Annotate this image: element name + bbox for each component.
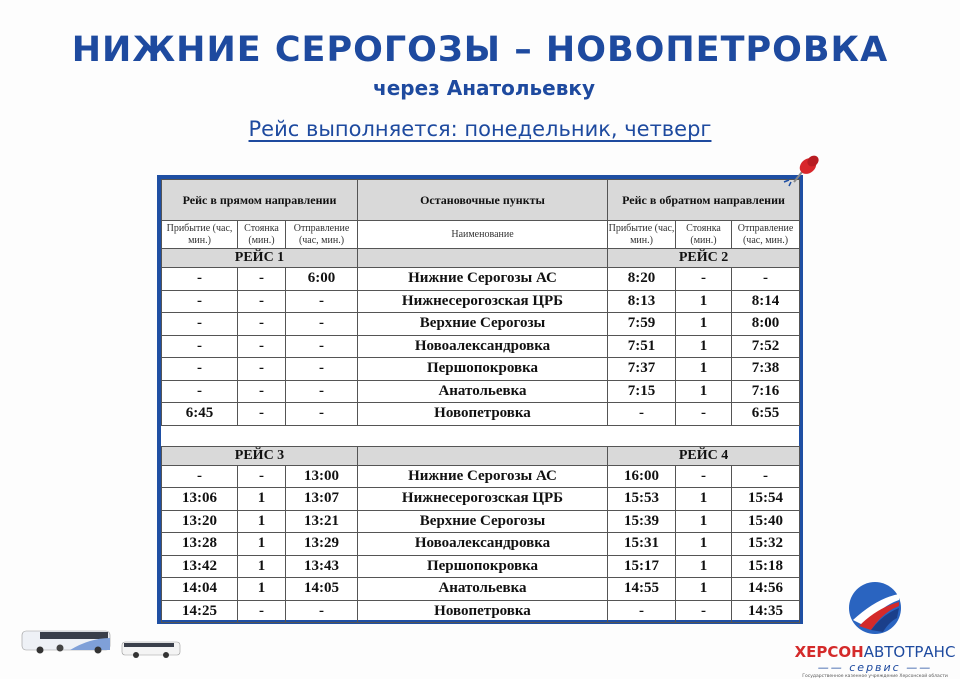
table-row (162, 510, 800, 533)
schedule-days-text: Рейс выполняется: понедельник, четверг (248, 117, 712, 141)
return-arrival-cell: 15:53 (608, 488, 676, 511)
forward-departure-cell: 14:05 (286, 578, 358, 601)
return-departure-header: Отправление (час, мин.) (732, 221, 800, 249)
stop-name-cell: Нижнесерогозская ЦРБ (358, 488, 608, 511)
forward-direction-header: Рейс в прямом направлении (162, 180, 358, 221)
bus-icon (20, 628, 112, 656)
return-stay-cell: 1 (676, 510, 732, 533)
return-departure-cell: 8:14 (732, 290, 800, 313)
stop-name-cell: Нижние Серогозы АС (358, 465, 608, 488)
forward-departure-cell: - (286, 403, 358, 426)
forward-stay-cell: 1 (238, 578, 286, 601)
return-arrival-cell: - (608, 600, 676, 623)
forward-stay-cell: 1 (238, 555, 286, 578)
forward-arrival-cell: 13:42 (162, 555, 238, 578)
return-departure-cell: - (732, 465, 800, 488)
stop-name-cell: Новоалександровка (358, 335, 608, 358)
table-row (162, 358, 800, 381)
forward-stay-cell: - (238, 600, 286, 623)
table-row (162, 465, 800, 488)
return-stay-cell: - (676, 465, 732, 488)
table-row (162, 380, 800, 403)
return-departure-cell: 7:16 (732, 380, 800, 403)
table-row (162, 600, 800, 623)
forward-departure-header: Отправление (час, мин.) (286, 221, 358, 249)
stop-name-cell: Нижнесерогозская ЦРБ (358, 290, 608, 313)
forward-stay-cell: - (238, 358, 286, 381)
forward-stay-cell: 1 (238, 488, 286, 511)
return-arrival-cell: 7:37 (608, 358, 676, 381)
forward-stay-cell: - (238, 313, 286, 336)
return-trip-label: РЕЙС 4 (608, 446, 800, 465)
timetable (157, 175, 803, 624)
forward-arrival-cell: - (162, 313, 238, 336)
forward-arrival-header: Прибытие (час, мин.) (162, 221, 238, 249)
return-stay-cell: 1 (676, 313, 732, 336)
return-arrival-cell: 8:13 (608, 290, 676, 313)
return-stay-cell: - (676, 403, 732, 426)
return-arrival-cell: - (608, 403, 676, 426)
forward-departure-cell: 6:00 (286, 268, 358, 291)
bus-icon (120, 640, 182, 660)
forward-arrival-cell: - (162, 268, 238, 291)
stop-name-cell: Верхние Серогозы (358, 313, 608, 336)
return-departure-cell: - (732, 268, 800, 291)
route-via: через Анатольевку (372, 76, 595, 100)
return-departure-cell: 15:54 (732, 488, 800, 511)
return-departure-cell: 7:52 (732, 335, 800, 358)
return-departure-cell: 8:00 (732, 313, 800, 336)
return-stay-cell: 1 (676, 290, 732, 313)
return-arrival-cell: 15:31 (608, 533, 676, 556)
trip-label-row (162, 249, 800, 268)
pushpin-icon (780, 152, 824, 192)
return-arrival-cell: 15:39 (608, 510, 676, 533)
forward-stay-cell: - (238, 290, 286, 313)
forward-stay-header: Стоянка (мин.) (238, 221, 286, 249)
return-departure-cell: 15:40 (732, 510, 800, 533)
table-row (162, 403, 800, 426)
table-row (162, 488, 800, 511)
forward-arrival-cell: - (162, 290, 238, 313)
stop-name-cell: Новоалександровка (358, 533, 608, 556)
return-arrival-header: Прибытие (час, мин.) (608, 221, 676, 249)
group-separator-row (162, 425, 800, 446)
forward-trip-label: РЕЙС 3 (162, 446, 358, 465)
stop-name-cell: Першопокровка (358, 555, 608, 578)
forward-stay-cell: - (238, 268, 286, 291)
stop-name-cell: Новопетровка (358, 403, 608, 426)
trip-label-row (162, 446, 800, 465)
timetable-table (161, 179, 800, 623)
forward-arrival-cell: 13:28 (162, 533, 238, 556)
logo-tagline-text: сервис (849, 661, 901, 674)
return-departure-cell: 14:35 (732, 600, 800, 623)
forward-arrival-cell: - (162, 380, 238, 403)
forward-arrival-cell: 13:06 (162, 488, 238, 511)
table-row (162, 335, 800, 358)
forward-stay-cell: 1 (238, 533, 286, 556)
return-stay-cell: 1 (676, 578, 732, 601)
forward-arrival-cell: - (162, 335, 238, 358)
separator-cell (162, 425, 800, 446)
schedule-days (0, 117, 960, 141)
forward-arrival-cell: - (162, 465, 238, 488)
logo-fine-print: Государственное казенное учреждение Херсонской области (802, 674, 948, 679)
forward-departure-cell: - (286, 335, 358, 358)
company-logo (790, 580, 960, 679)
return-stay-cell: 1 (676, 533, 732, 556)
return-trip-label: РЕЙС 2 (608, 249, 800, 268)
return-departure-cell: 6:55 (732, 403, 800, 426)
logo-name (790, 643, 960, 661)
logo-tagline: —— сервис —— (817, 661, 933, 674)
table-row (162, 555, 800, 578)
return-stay-header: Стоянка (мин.) (676, 221, 732, 249)
return-arrival-cell: 16:00 (608, 465, 676, 488)
forward-departure-cell: - (286, 290, 358, 313)
road-logo-icon (847, 580, 903, 636)
table-row (162, 533, 800, 556)
stops-header: Остановочные пункты (358, 180, 608, 221)
trip-label-spacer (358, 249, 608, 268)
stop-name-cell: Анатольевка (358, 578, 608, 601)
return-departure-cell: 7:38 (732, 358, 800, 381)
stop-name-header: Наименование (358, 221, 608, 249)
table-row (162, 578, 800, 601)
table-row (162, 290, 800, 313)
return-departure-cell: 14:56 (732, 578, 800, 601)
forward-stay-cell: 1 (238, 510, 286, 533)
forward-stay-cell: - (238, 465, 286, 488)
forward-arrival-cell: - (162, 358, 238, 381)
return-stay-cell: 1 (676, 335, 732, 358)
return-arrival-cell: 7:15 (608, 380, 676, 403)
forward-stay-cell: - (238, 380, 286, 403)
stop-name-cell: Нижние Серогозы АС (358, 268, 608, 291)
forward-arrival-cell: 6:45 (162, 403, 238, 426)
stop-name-cell: Верхние Серогозы (358, 510, 608, 533)
return-stay-cell: - (676, 600, 732, 623)
return-departure-cell: 15:32 (732, 533, 800, 556)
return-arrival-cell: 14:55 (608, 578, 676, 601)
page-title: НИЖНИЕ СЕРОГОЗЫ – НОВОПЕТРОВКА (71, 30, 889, 70)
header-row (162, 180, 800, 221)
table-row (162, 313, 800, 336)
forward-departure-cell: 13:29 (286, 533, 358, 556)
forward-departure-cell: 13:00 (286, 465, 358, 488)
stop-name-cell: Новопетровка (358, 600, 608, 623)
stop-name-cell: Першопокровка (358, 358, 608, 381)
logo-name-blue: АВТОТРАНС (863, 643, 956, 661)
forward-departure-cell: 13:21 (286, 510, 358, 533)
return-stay-cell: 1 (676, 488, 732, 511)
return-stay-cell: 1 (676, 380, 732, 403)
forward-trip-label: РЕЙС 1 (162, 249, 358, 268)
return-arrival-cell: 8:20 (608, 268, 676, 291)
forward-stay-cell: - (238, 335, 286, 358)
forward-departure-cell: 13:07 (286, 488, 358, 511)
trip-label-spacer (358, 446, 608, 465)
return-direction-header: Рейс в обратном направлении (608, 180, 800, 221)
return-stay-cell: 1 (676, 555, 732, 578)
forward-arrival-cell: 14:04 (162, 578, 238, 601)
forward-stay-cell: - (238, 403, 286, 426)
forward-departure-cell: - (286, 600, 358, 623)
logo-name-red: ХЕРСОН (794, 643, 864, 661)
return-stay-cell: - (676, 268, 732, 291)
forward-arrival-cell: 13:20 (162, 510, 238, 533)
return-arrival-cell: 7:51 (608, 335, 676, 358)
forward-departure-cell: - (286, 313, 358, 336)
table-row (162, 268, 800, 291)
return-arrival-cell: 7:59 (608, 313, 676, 336)
forward-departure-cell: 13:43 (286, 555, 358, 578)
forward-departure-cell: - (286, 358, 358, 381)
subheader-row (162, 221, 800, 249)
forward-arrival-cell: 14:25 (162, 600, 238, 623)
forward-departure-cell: - (286, 380, 358, 403)
return-arrival-cell: 15:17 (608, 555, 676, 578)
return-stay-cell: 1 (676, 358, 732, 381)
stop-name-cell: Анатольевка (358, 380, 608, 403)
return-departure-cell: 15:18 (732, 555, 800, 578)
